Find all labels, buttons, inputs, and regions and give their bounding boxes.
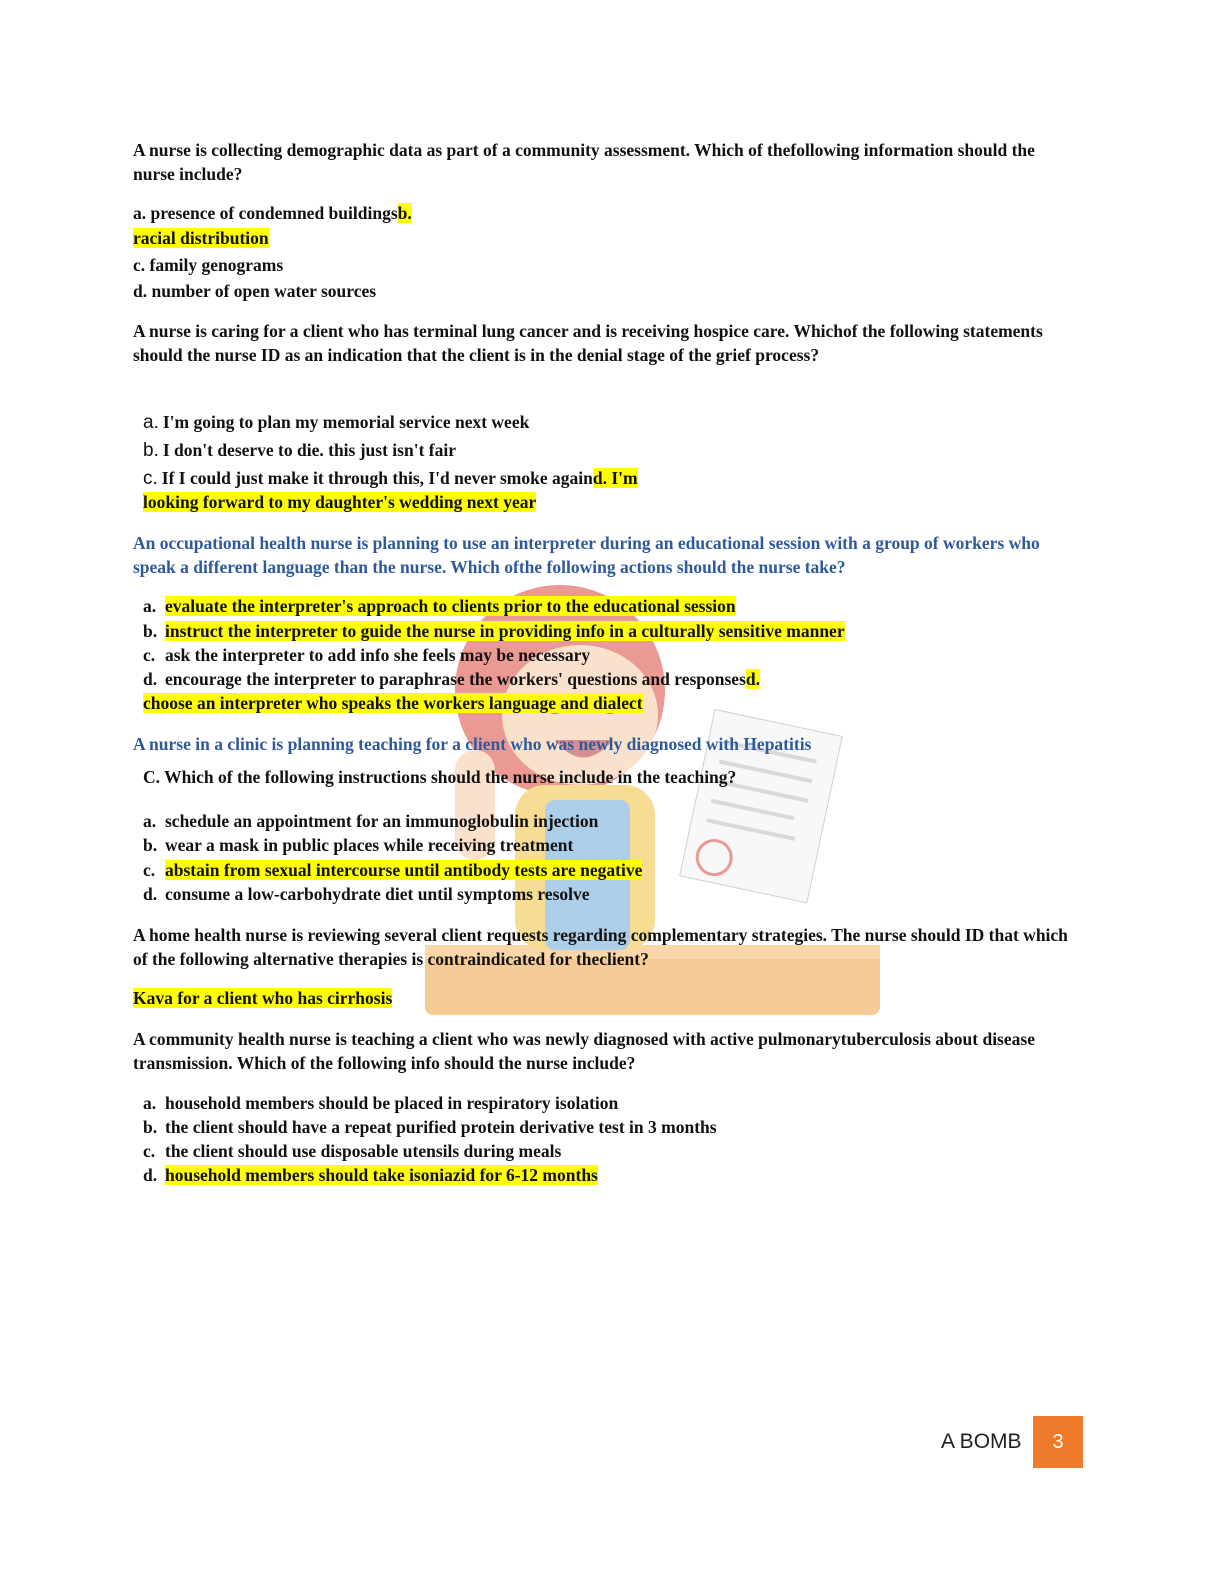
question-3-option-a: a. evaluate the interpreter's approach to clients prior to the educational session xyxy=(143,596,736,616)
question-6-stem: A community health nurse is teaching a client who was newly diagnosed with active pulmonarytuberculosis about disease transmission. Which of the following info should the nurse include? xyxy=(133,1029,1035,1073)
question-1-option-a: a. presence of condemned buildingsb. xyxy=(133,203,412,223)
question-4-stem-cont: C. Which of the following instructions should the nurse include in the teaching? xyxy=(143,767,737,787)
question-2-stem: A nurse is caring for a client who has terminal lung cancer and is receiving hospice care. Whichof the following statements should the nurse ID as an indication that the client is in the denial stage of the grief process? xyxy=(133,321,1043,365)
question-4-option-b: b. wear a mask in public places while receiving treatment xyxy=(143,835,574,855)
question-1-stem: A nurse is collecting demographic data as part of a community assessment. Which of thefollowing information should the nurse include? xyxy=(133,140,1035,184)
question-2-option-a: a. I'm going to plan my memorial service next week xyxy=(143,412,530,433)
question-6-option-a: a. household members should be placed in respiratory isolation xyxy=(143,1093,619,1113)
question-4-option-d: d. consume a low-carbohydrate diet until symptoms resolve xyxy=(143,884,590,904)
question-1-option-b: racial distribution xyxy=(133,228,269,248)
question-2-option-d: looking forward to my daughter's wedding next year xyxy=(143,492,537,512)
question-3-option-d: d. encourage the interpreter to paraphrase the workers' questions and responsesd. xyxy=(143,669,760,689)
question-2-option-b: b. I don't deserve to die. this just isn't fair xyxy=(143,440,456,461)
question-2-option-c: c. If I could just make it through this, I'd never smoke againd. I'm xyxy=(143,468,638,489)
question-3-stem: An occupational health nurse is planning to use an interpreter during an educational session with a group of workers who speak a different language than the nurse. Which ofthe following actions should the nurse take? xyxy=(133,533,1040,577)
question-3-option-c: c. ask the interpreter to add info she feels may be necessary xyxy=(143,645,591,665)
question-4-option-a: a. schedule an appointment for an immunoglobulin injection xyxy=(143,811,599,831)
question-5-stem: A home health nurse is reviewing several client requests regarding complementary strategies. The nurse should ID that which of the following alternative therapies is contraindicated for theclient? xyxy=(133,925,1068,969)
footer-title: A BOMB xyxy=(941,1430,1022,1453)
question-1-option-c: c. family genograms xyxy=(133,255,284,275)
question-5-answer: Kava for a client who has cirrhosis xyxy=(133,988,393,1008)
question-4-stem: A nurse in a clinic is planning teaching for a client who was newly diagnosed with Hepatitis xyxy=(133,734,812,754)
question-6-option-c: c. the client should use disposable utensils during meals xyxy=(143,1141,562,1161)
question-3-option-b: b. instruct the interpreter to guide the nurse in providing info in a culturally sensitive manner xyxy=(143,621,845,641)
page-number: 3 xyxy=(1033,1416,1083,1468)
question-6-option-b: b. the client should have a repeat purified protein derivative test in 3 months xyxy=(143,1117,717,1137)
question-3-option-e: choose an interpreter who speaks the workers language and dialect xyxy=(143,693,643,713)
question-1-option-d: d. number of open water sources xyxy=(133,281,377,301)
question-4-option-c: c. abstain from sexual intercourse until antibody tests are negative xyxy=(143,860,643,880)
question-6-option-d: d. household members should take isoniazid for 6-12 months xyxy=(143,1165,598,1185)
